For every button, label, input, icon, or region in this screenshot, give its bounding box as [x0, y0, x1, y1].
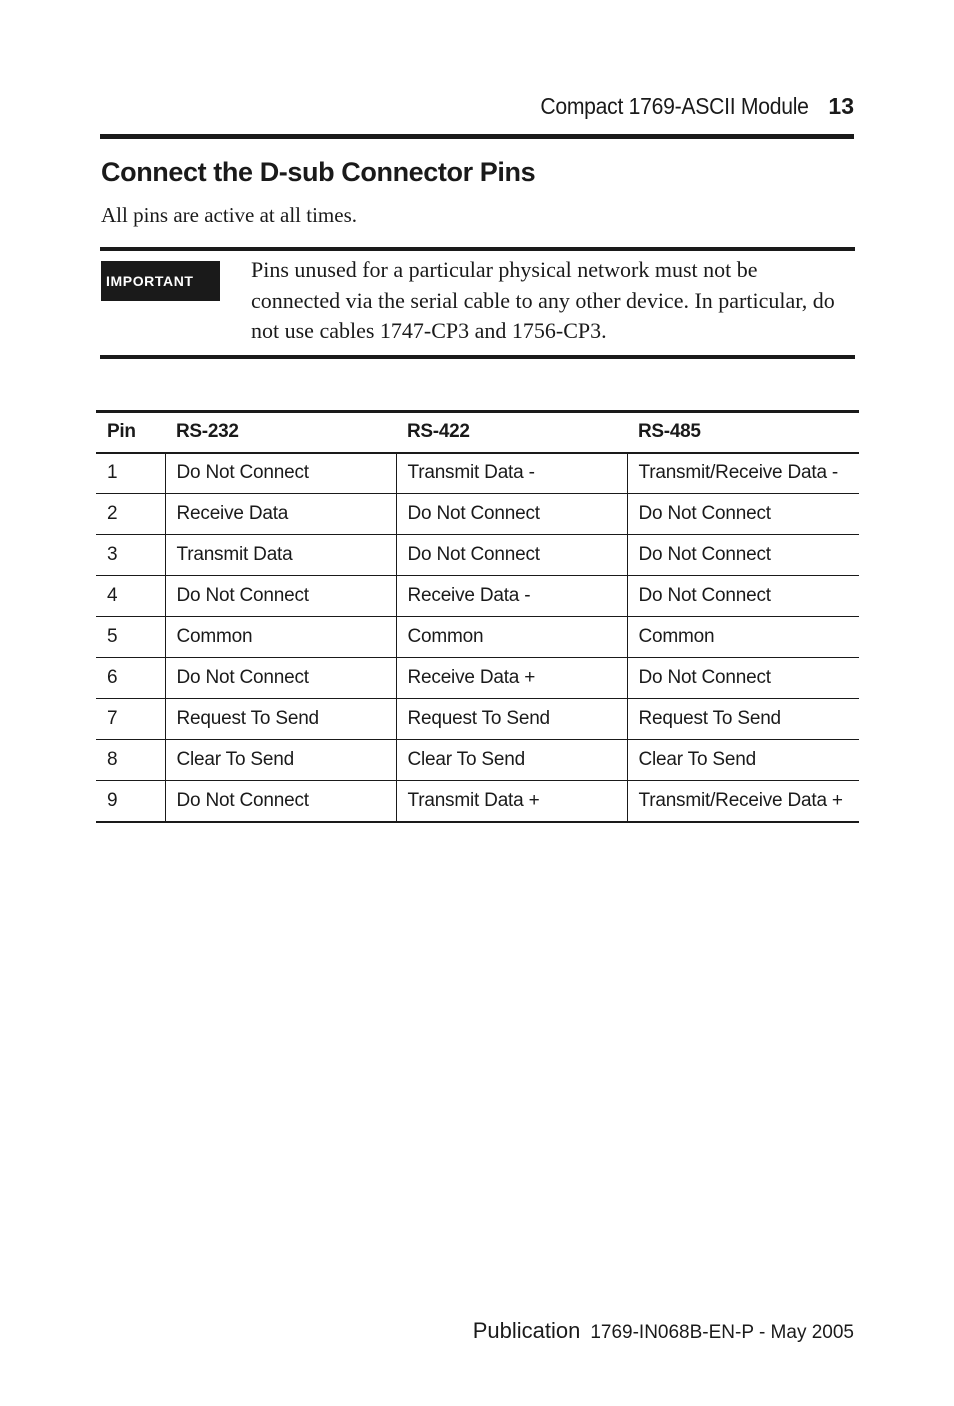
table-row	[96, 781, 859, 822]
cell-pin: 1	[107, 462, 118, 484]
cell-rs232: Do Not Connect	[165, 658, 396, 699]
cell-rs422: Clear To Send	[396, 740, 627, 781]
table-row	[96, 699, 859, 740]
cell-pin: 4	[107, 585, 118, 606]
running-header	[517, 93, 854, 125]
cell-rs232: Transmit Data	[165, 535, 396, 576]
important-badge: IMPORTANT	[101, 261, 220, 301]
important-rule-top	[100, 247, 855, 251]
cell-rs232: Request To Send	[165, 699, 396, 740]
important-rule-bottom	[100, 355, 855, 359]
cell-rs485: Request To Send	[627, 699, 859, 740]
cell-pin: 6	[107, 667, 118, 688]
publication-number: 1769-IN068B-EN-P - May 2005	[590, 1322, 854, 1343]
cell-rs232: Do Not Connect	[165, 453, 396, 494]
intro-text: All pins are active at all times.	[101, 203, 357, 227]
table-row	[96, 617, 859, 658]
table-row	[96, 576, 859, 617]
cell-rs232: Receive Data	[165, 494, 396, 535]
cell-rs422: Do Not Connect	[396, 494, 627, 535]
cell-rs422: Receive Data -	[396, 576, 627, 617]
cell-pin: 5	[107, 626, 118, 647]
cell-rs422: Common	[396, 617, 627, 658]
table-header-row	[96, 412, 859, 453]
cell-rs232: Common	[165, 617, 396, 658]
table-row	[96, 453, 859, 494]
important-text: Pins unused for a particular physical network must not be connected via the serial cable to any other device. In particular, do not use cables 1747-CP3 and 1756-CP3.	[251, 257, 835, 343]
table-row	[96, 494, 859, 535]
cell-rs422: Request To Send	[396, 699, 627, 740]
col-header-pin: Pin	[107, 421, 136, 443]
footer-label: Publication	[472, 1318, 581, 1343]
col-header-rs232: RS-232	[176, 421, 239, 443]
header-rule	[100, 134, 854, 139]
col-header-rs485: RS-485	[638, 421, 701, 443]
cell-rs422: Receive Data +	[396, 658, 627, 699]
cell-rs232: Do Not Connect	[165, 576, 396, 617]
col-header-rs422: RS-422	[407, 421, 470, 443]
cell-rs485: Clear To Send	[627, 740, 859, 781]
cell-rs485: Transmit/Receive Data +	[627, 781, 859, 822]
cell-rs485: Transmit/Receive Data -	[627, 453, 859, 494]
cell-rs485: Do Not Connect	[627, 535, 859, 576]
cell-rs232: Do Not Connect	[165, 781, 396, 822]
cell-pin: 3	[107, 544, 118, 565]
cell-pin: 8	[107, 749, 118, 770]
cell-rs422: Transmit Data +	[396, 781, 627, 822]
cell-rs232: Clear To Send	[165, 740, 396, 781]
page-footer	[473, 1318, 854, 1344]
important-note	[100, 247, 855, 359]
cell-rs485: Do Not Connect	[627, 658, 859, 699]
cell-rs485: Do Not Connect	[627, 494, 859, 535]
cell-pin: 2	[107, 503, 118, 524]
page-number: 13	[828, 93, 854, 119]
cell-rs485: Common	[627, 617, 859, 658]
cell-pin: 7	[107, 708, 118, 729]
table-row	[96, 535, 859, 576]
cell-rs485: Do Not Connect	[627, 576, 859, 617]
table-row	[96, 658, 859, 699]
section-title: Connect the D-sub Connector Pins	[101, 157, 536, 187]
table-row	[96, 740, 859, 781]
pin-table	[96, 410, 859, 823]
cell-rs422: Transmit Data -	[396, 453, 627, 494]
cell-rs422: Do Not Connect	[396, 535, 627, 576]
running-title: Compact 1769-ASCII Module	[540, 93, 809, 119]
cell-pin: 9	[107, 789, 118, 811]
